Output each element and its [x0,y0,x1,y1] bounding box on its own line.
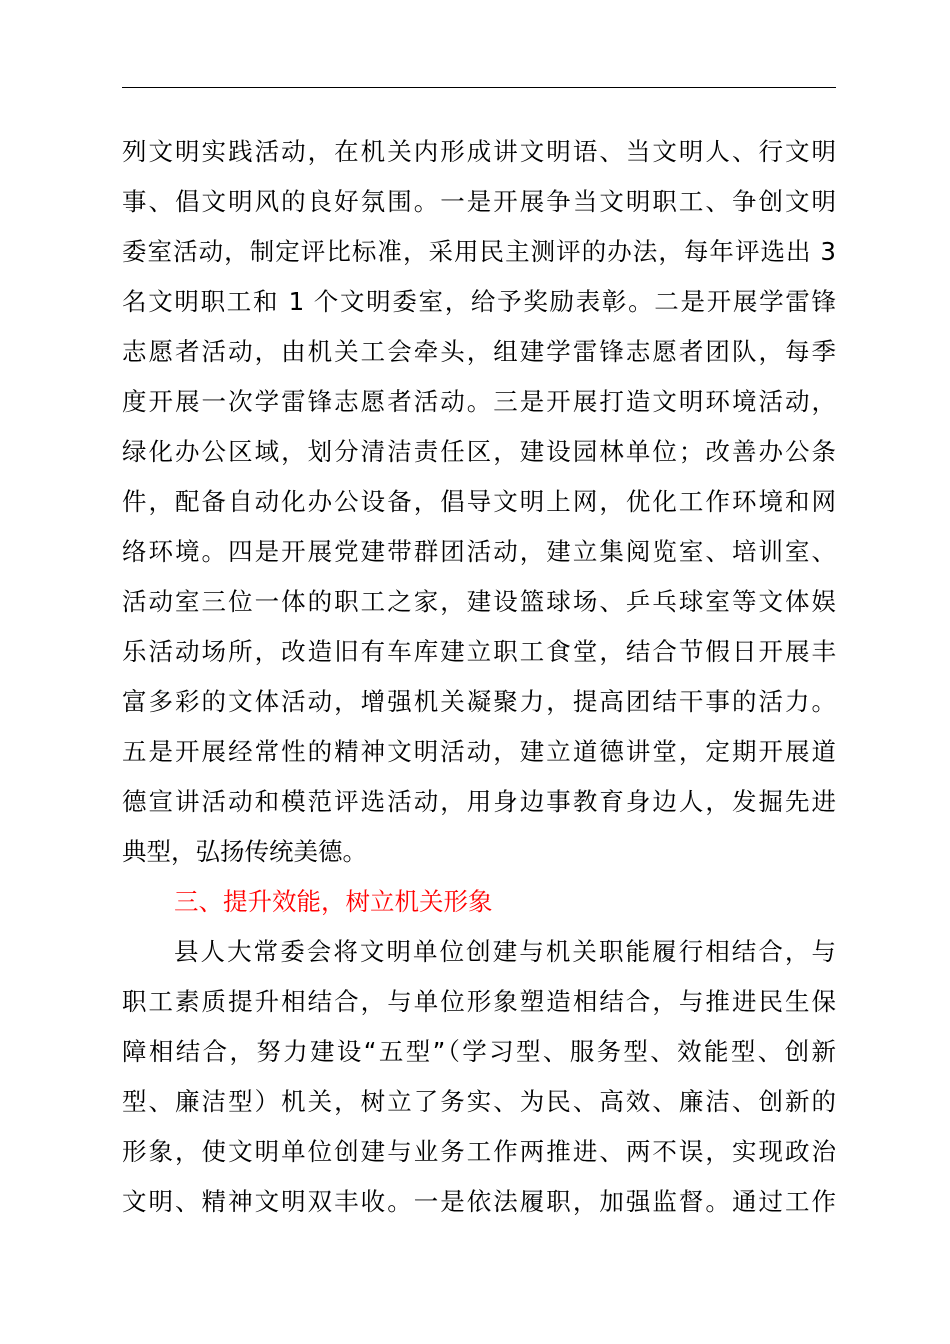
body-line: 典型，弘扬传统美德。 [122,837,367,866]
body-line: 乐活动场所，改造旧有车库建立职工食堂，结合节假日开展丰 [122,637,836,666]
body-line: 件，配备自动化办公设备，倡导文明上网，优化工作环境和网 [122,487,836,516]
body-line: 委室活动，制定评比标准，采用民主测评的办法，每年评选出 3 [122,237,836,266]
body-line: 文明、精神文明双丰收。一是依法履职，加强监督。通过工作 [122,1187,836,1216]
header-rule [122,87,836,88]
body-line: 障相结合，努力建设“五型”（学习型、服务型、效能型、创新 [122,1037,836,1066]
body-line: 名文明职工和 1 个文明委室，给予奖励表彰。二是开展学雷锋 [122,287,836,316]
body-line: 列文明实践活动，在机关内形成讲文明语、当文明人、行文明 [122,137,836,166]
body-line: 活动室三位一体的职工之家，建设篮球场、乒乓球室等文体娱 [122,587,836,616]
body-line: 度开展一次学雷锋志愿者活动。三是开展打造文明环境活动， [122,387,836,416]
body-line: 事、倡文明风的良好氛围。一是开展争当文明职工、争创文明 [122,187,836,216]
section-heading: 三、提升效能，树立机关形象 [174,887,493,916]
body-line: 形象，使文明单位创建与业务工作两推进、两不误，实现政治 [122,1137,836,1166]
body-line: 绿化办公区域，划分清洁责任区，建设园林单位；改善办公条 [122,437,836,466]
body-line: 型、廉洁型）机关，树立了务实、为民、高效、廉洁、创新的 [122,1087,836,1116]
body-line: 富多彩的文体活动，增强机关凝聚力，提高团结干事的活力。 [122,687,836,716]
body-line: 络环境。四是开展党建带群团活动，建立集阅览室、培训室、 [122,537,836,566]
body-line: 职工素质提升相结合，与单位形象塑造相结合，与推进民生保 [122,987,836,1016]
paragraph-first-line: 县人大常委会将文明单位创建与机关职能履行相结合，与 [174,937,836,966]
body-line: 志愿者活动，由机关工会牵头，组建学雷锋志愿者团队，每季 [122,337,836,366]
body-line: 德宣讲活动和模范评选活动，用身边事教育身边人，发掘先进 [122,787,836,816]
document-body [122,127,836,1227]
body-line: 五是开展经常性的精神文明活动，建立道德讲堂，定期开展道 [122,737,836,766]
